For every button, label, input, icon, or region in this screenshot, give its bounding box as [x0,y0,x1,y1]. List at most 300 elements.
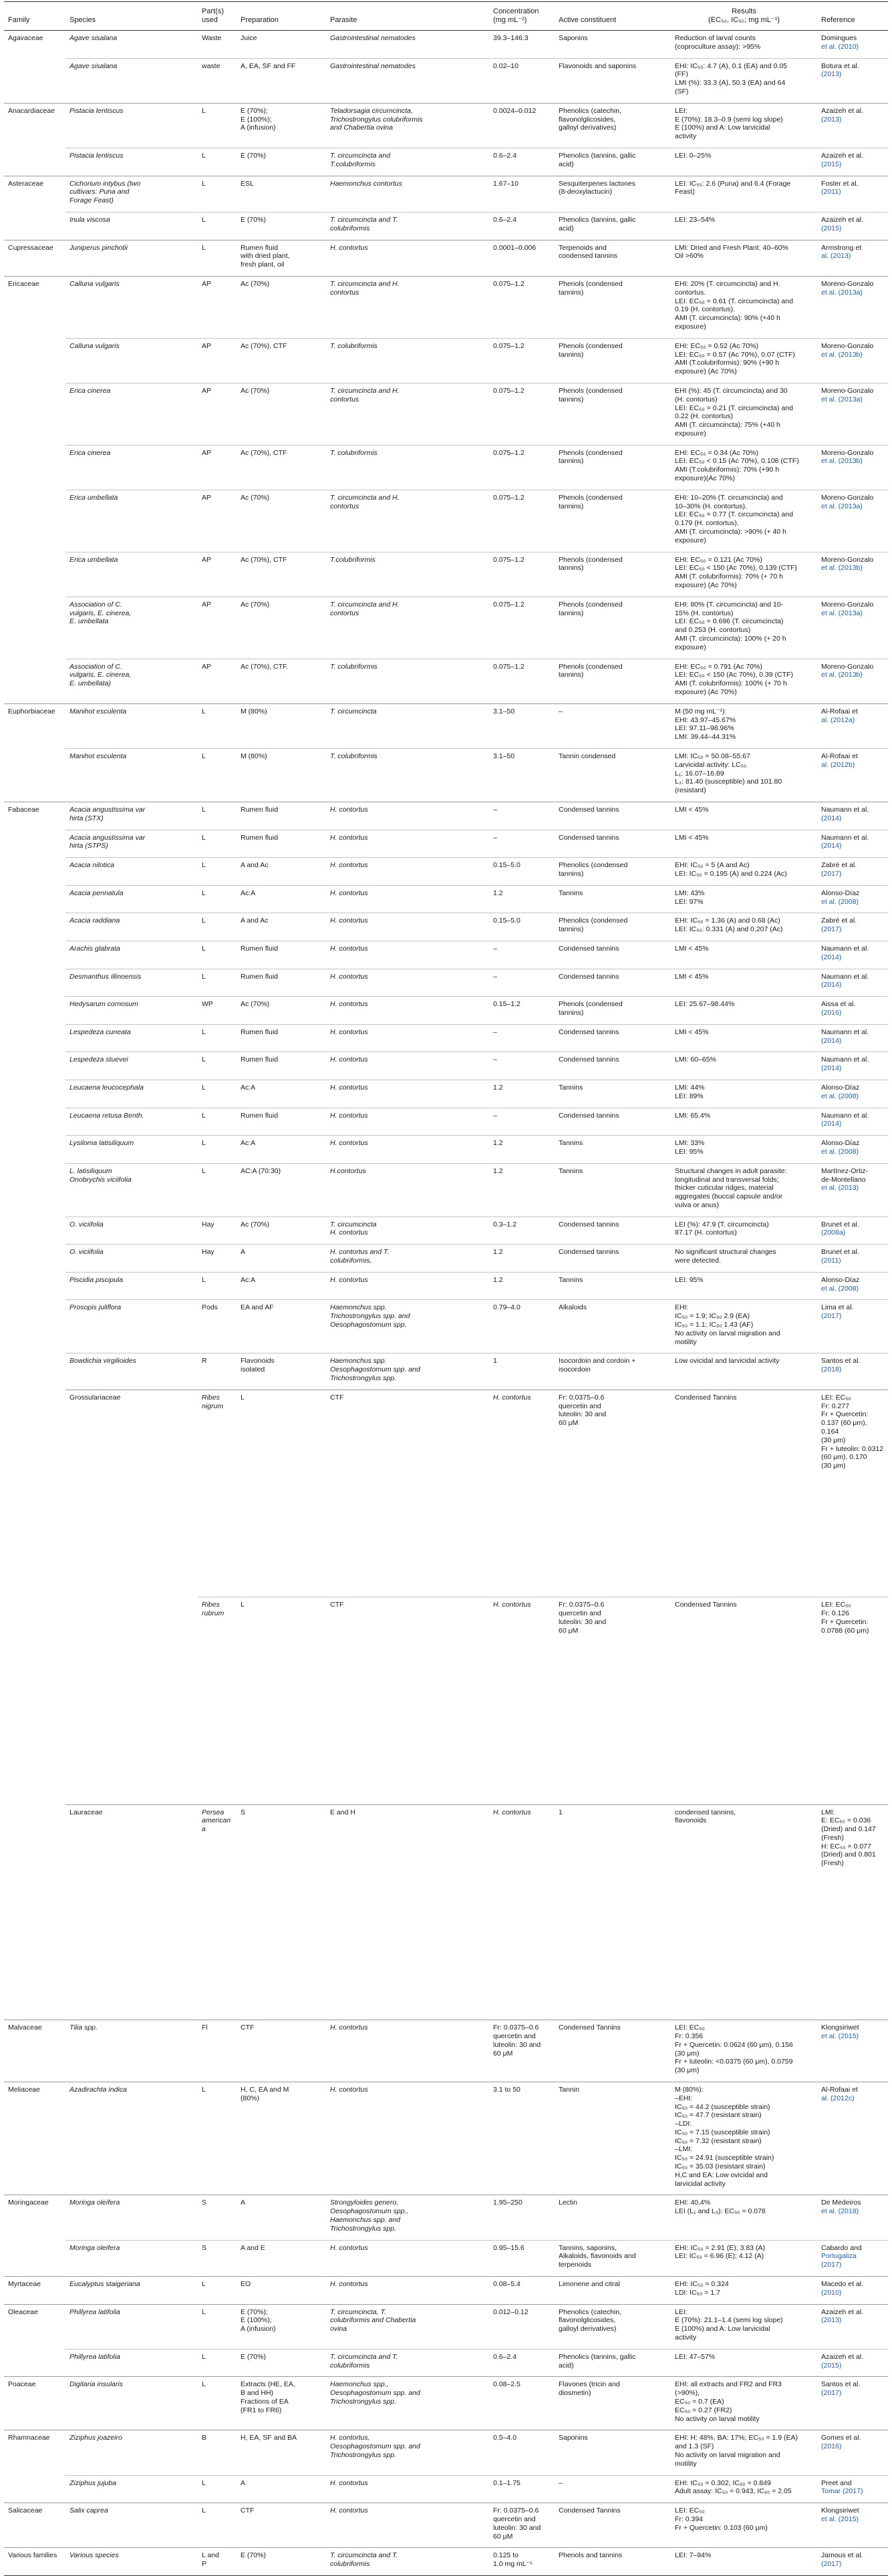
part-used-cell: L [198,212,237,240]
results-cell: LMI: 44% LEI: 89% [671,1080,817,1108]
active-constituent-cell: Condensed Tannins [555,2020,671,2082]
active-constituent-cell: Condensed tannins [555,1108,671,1136]
species-cell: Acacia pennatula [65,885,198,913]
parasite-cell: H. contortus [326,1052,489,1080]
active-constituent-cell: Limonene and citral [555,2277,671,2305]
table-row [4,830,888,858]
header-part-used: Part(s) used [198,2,237,31]
species-cell: Erica umbellata [65,552,198,597]
results-cell: LMI: 65.4% [671,1108,817,1136]
table-row [4,240,888,276]
table-row [4,2082,888,2195]
reference-link[interactable]: (2011) [821,1257,841,1265]
part-used-cell: AP [198,490,237,552]
table-row [4,858,888,886]
table-row [4,212,888,240]
reference-author: Moreno-Gonzalo [821,279,874,288]
species-cell: Manihot esculenta [65,703,198,748]
active-constituent-cell: Tannins, saponins, Alkaloids, flavonoids and terpenoids [555,2240,671,2276]
active-constituent-cell: – [555,703,671,748]
species-cell: Moringa oleifera [65,2240,198,2276]
preparation-cell: CTF [326,1390,489,1597]
reference-author: Naumann et al. [821,833,869,842]
reference-cell [817,941,888,969]
parasite-cell: T. circumcincta H. contortus [326,1217,489,1245]
results-cell: EHI: all extracts and FR2 and FR3 (>90%), EC₅₀ = 0.7 (EA) EC₅₀ = 0.27 (FR2) No activity on larval motility [671,2377,817,2430]
reference-link[interactable]: (2015) [821,2361,842,2370]
reference-link[interactable]: (2016) [821,1008,842,1017]
reference-link[interactable]: (2011) [821,188,841,196]
reference-link[interactable]: et al. (2013a) [821,395,863,404]
parasite-cell: T. circumcincta and H. contortus [326,383,489,445]
parasite-cell: T. colubriformis [326,749,489,802]
table-row [4,969,888,997]
parasite-cell: T. circumcincta and H. contortus [326,276,489,338]
active-constituent-cell: – [555,2475,671,2503]
results-cell: LEI: EC₅₀ Fr: 0.126 Fr + Quercetin: 0.0788 (60 μm) [817,1597,888,1804]
reference-link[interactable]: al. (2012a) [821,715,855,724]
reference-cell [817,1024,888,1052]
reference-link[interactable]: et al. (2013b) [821,564,863,573]
species-cell: Leucaena leucocephala [65,1080,198,1108]
results-cell: EHI: IC₅₀ = 5 (A and Ac) LEI: IC₅₀ = 0.195 (A) and 0.224 (Ac) [671,858,817,886]
reference-author: Alonso-Díaz [821,889,860,897]
results-cell: Structural changes in adult parasite: longitudinal and transversal folds; thicker cuticular ridges, material aggregates (buccal capsule and/or vulva or anus) [671,1163,817,1217]
preparation-cell: Ac (70%), CTF [237,552,326,597]
part-used-cell: L [198,969,237,997]
results-cell: EHI: EC₅₀ = 0.52 (Ac 70%) LEI: EC₅₀ = 0.57 (Ac 70%), 0.07 (CTF) AMI (T.colubriformis): 90% (+90 h exposure) (Ac 70%) [671,338,817,383]
results-cell: LEI: 47–57% [671,2349,817,2377]
species-cell: Ziziphus joazeiro [65,2430,198,2475]
results-cell: LEI: IC₅₀: 2.6 (Puna) and 6.4 (Forage Feast) [671,176,817,212]
header-preparation: Preparation [237,2,326,31]
parasite-cell: T. circumcincta and T. colubriformis [326,2548,489,2576]
table-row [4,1300,888,1353]
reference-author: Moreno-Gonzalo [821,493,874,502]
reference-link[interactable]: (2015) [821,160,842,168]
preparation-cell: Ac (70%) [237,490,326,552]
results-cell: Reduction of larval counts (coproculture assay): >95% [671,31,817,59]
reference-author: Jamous et al. [821,2551,863,2560]
reference-author: Moreno-Gonzalo [821,341,874,350]
concentration-cell: – [489,1024,555,1052]
family-cell: Rhamnaceae [4,2430,65,2503]
active-constituent-cell: Phenols (condensed tannins) [555,597,671,659]
reference-author: Alonso-Díaz [821,1275,860,1284]
reference-link[interactable]: et al. (2013b) [821,350,863,359]
reference-cell [817,383,888,445]
preparation-cell: Rumen fluid [237,830,326,858]
species-cell: Association of C. vulgaris, E. cinerea, E. umbellata [65,597,198,659]
reference-link[interactable]: et al. (2013b) [821,457,863,466]
parasite-cell: H. contortus [326,1272,489,1300]
table-row [4,276,888,338]
preparation-cell: EA and AF [237,1300,326,1353]
preparation-cell: Rumen fluid [237,969,326,997]
results-cell: LMI: Dried and Fresh Plant: 40–60% Oil >60% [671,240,817,276]
results-cell: EHI: 20% (T. circumcincta) and H. contortus. LEI: EC₅₀ = 0.61 (T. circumcincta) and 0.19 (H. contortus). AMI (T. circumcincta): 90% (+40 h exposure) [671,276,817,338]
reference-cell [817,338,888,383]
active-constituent-cell: Alkaloids [555,1300,671,1353]
reference-author: Santos et al. [821,2380,861,2389]
reference-link[interactable]: (2017) [821,2560,842,2569]
parasite-cell: H. contortus [326,802,489,830]
preparation-cell: A and Ac [237,858,326,886]
preparation-cell: A [237,2195,326,2240]
part-used-cell: Hay [198,1217,237,1245]
reference-author: Naumann et al. [821,972,869,981]
part-used-cell: L [198,2277,237,2305]
reference-cell [817,1136,888,1164]
species-cell: Ribes nigrum [198,1390,237,1597]
reference-cell [817,2430,888,2475]
reference-link[interactable]: (2015) [821,224,842,232]
species-cell: Leucaena retusa Benth. [65,1108,198,1136]
reference-link[interactable]: et al. (2013b) [821,671,863,679]
preparation-cell: Ac (70%) [237,997,326,1025]
results-cell: EHI: EC₅₀ = 0.121 (Ac 70%) LEI: EC₅₀ < 150 (Ac 70%), 0.139 (CTF) AMI (T. colubriformis): 70% (+ 70 h exposure) (Ac 70%) [671,552,817,597]
results-cell: LMI < 45% [671,802,817,830]
parasite-cell: H. contortus [326,2277,489,2305]
species-cell: Calluna vulgaris [65,338,198,383]
results-cell: EHI (%): 45 (T. circumcincta) and 30 (H. contortus) LEI: EC₅₀ = 0.21 (T. circumcincta) and 0.22 (H. contortus) AMI (T. circumcincta): 75% (+40 h exposure) [671,383,817,445]
active-constituent-cell: Saponins [555,31,671,59]
reference-link[interactable]: (2016) [821,2442,842,2451]
reference-link[interactable]: (2013) [821,115,842,124]
reference-link[interactable]: (2014) [821,953,842,961]
preparation-cell: Ac:A [237,1136,326,1164]
preparation-cell: CTF [237,2020,326,2082]
table-row [4,2475,888,2503]
species-cell: Hedysarum cornosum [65,997,198,1025]
parasite-cell: H. contortus [489,1597,555,1804]
family-cell: Asteraceae [4,176,65,240]
parasite-cell: T. circumcincta, T. colubriformis and Chabertia ovina [326,2304,489,2349]
reference-link[interactable]: (2014) [821,1064,842,1073]
preparation-cell: Ac (70%) [237,1217,326,1245]
reference-author: Moreno-Gonzalo [821,600,874,609]
active-constituent-cell: Isocordoin and cordoin + isocordoin [555,1353,671,1390]
reference-cell [817,276,888,338]
results-cell: EHI: EC₅₀ = 0.34 (Ac 70%) LEI: EC₅₀ < 0.15 (Ac 70%), 0.108 (CTF) AMI (T.colubriformis): 70% (+90 h exposure)(Ac 70%) [671,445,817,490]
preparation-cell: Rumen fluid [237,802,326,830]
reference-link[interactable]: al. (2012c) [821,2094,855,2102]
reference-link[interactable]: et al. (2010) [821,42,859,51]
reference-link[interactable]: (2010) [821,2288,842,2297]
table-row [4,1217,888,1245]
parasite-cell: H. contortus [326,2503,489,2548]
table-row [4,941,888,969]
reference-author: Naumann et al. [821,1056,869,1064]
reference-author: Moreno-Gonzalo [821,448,874,457]
reference-link[interactable]: Portugaliza (2017) [821,2252,857,2269]
preparation-cell: A and Ac [237,913,326,941]
results-cell: LEI: 0–25% [671,148,817,176]
reference-link[interactable]: et al. (2018) [821,2207,859,2216]
parasite-cell: Strongyloides genero, Oesophagostomum spp., Haemonchus spp. and Trichostrongylus spp. [326,2195,489,2240]
reference-cell [817,749,888,802]
part-used-cell: L [198,1024,237,1052]
results-cell: EHI: IC₅₀ = 1.9; IC₉₀ 2.9 (EA) IC₅₀ = 1.1; IC₉₀ 1.43 (AF) No activity on larval migration and motility [671,1300,817,1353]
species-cell: Persea americana [198,1804,237,2020]
part-used-cell: AP [198,659,237,703]
reference-cell [817,858,888,886]
concentration-cell: 0.95–15.6 [489,2240,555,2276]
part-used-cell: L [198,1080,237,1108]
reference-link[interactable]: et al. (2008) [821,1147,859,1156]
table-row [4,2548,888,2576]
reference-link[interactable]: et al. (2015) [821,2515,859,2523]
results-cell: LEI: E (70%): 18.3–0.9 (semi log slope) E (100%) and A: Low larvicidal activity [671,103,817,148]
reference-link[interactable]: et al. (2015) [821,2032,859,2040]
results-cell: LEI (%): 47.9 (T. circumcincta) 87.17 (H. contortus) [671,1217,817,1245]
preparation-cell: E (70%); E (100%); A (infusion) [237,103,326,148]
concentration-cell: – [489,802,555,830]
part-used-cell: AP [198,276,237,338]
reference-cell [817,2195,888,2240]
preparation-cell: H, EA, SF and BA [237,2430,326,2475]
species-cell: Lespedeza cuneata [65,1024,198,1052]
preparation-cell: Rumen fluid [237,1024,326,1052]
reference-link[interactable]: (2014) [821,842,842,850]
preparation-cell: E (70%) [237,212,326,240]
reference-cell [817,802,888,830]
results-cell: LEI: EC₅₀ Fr: 0.394 Fr + Quercetin: 0.103 (60 μm) [671,2503,817,2548]
preparation-cell: Ac (70%), CTF. [237,659,326,703]
results-cell: LEI: EC₅₀ Fr: 0.356 Fr + Quercetin: 0.0624 (60 μm), 0.156 (30 μm) Fr + luteolin: <0.0375 (60 μm), 0.0759 (30 μm) [671,2020,817,2082]
reference-cell [817,1353,888,1390]
reference-cell [817,58,888,103]
active-constituent-cell: Terpenoids and condensed tannins [555,240,671,276]
species-cell: Prosopis juliflora [65,1300,198,1353]
reference-cell [817,2548,888,2576]
table-row [4,997,888,1025]
species-cell: Erica cinerea [65,445,198,490]
reference-author: Cabardo and [821,2243,862,2252]
species-cell: Phillyrea latifolia [65,2349,198,2377]
concentration-cell: 1.2 [489,1136,555,1164]
reference-author: Brunet et al. [821,1248,859,1257]
concentration-cell: – [489,1108,555,1136]
active-constituent-cell: Phenols (condensed tannins) [555,997,671,1025]
results-cell: EHI: EC₅₀ = 0.791 (Ac 70%) LEI: EC₅₀ < 150 (Ac 70%), 0.39 (CTF) AMI (T. colubriformis): 100% (+ 70 h exposure) (Ac 70%) [671,659,817,703]
reference-link[interactable]: (2008a) [821,1229,846,1237]
reference-author: Naumann et al. [821,1111,869,1120]
header-active-constituent: Active constituent [555,2,671,31]
preparation-cell: AC:A (70:30) [237,1163,326,1217]
parasite-cell: T. circumcincta and T. colubriformis [326,2349,489,2377]
concentration-cell: 0.075–1.2 [489,445,555,490]
concentration-cell: 1.95–250 [489,2195,555,2240]
concentration-cell: 1 [489,1353,555,1390]
preparation-cell: Juice [237,31,326,59]
active-constituent-cell: Condensed tannins [555,941,671,969]
family-cell: Ericaceae [4,276,65,703]
concentration-cell: 0.075–1.2 [489,276,555,338]
table-row [4,749,888,802]
reference-link[interactable]: Tomar (2017) [821,2487,863,2496]
preparation-cell: Ac:A [237,1080,326,1108]
reference-link[interactable]: (2014) [821,814,842,822]
reference-link[interactable]: (2014) [821,1036,842,1045]
reference-author: Azaizeh et al. [821,106,864,115]
reference-cell [817,1217,888,1245]
table-row [4,1136,888,1164]
reference-author: Klongsiriwet [821,2024,859,2032]
species-cell: L. latisiliquum Onobrychis viciifolia [65,1163,198,1217]
part-used-cell: L [198,2349,237,2377]
reference-link[interactable]: et al. (2013a) [821,288,863,297]
preparation-cell: Rumen fluid with dried plant, fresh plant, oil [237,240,326,276]
species-cell: Bowdichia virgilioides [65,1353,198,1390]
part-used-cell: L [198,240,237,276]
reference-link[interactable]: et al. (2013a) [821,609,863,617]
preparation-cell: E (70%) [237,2349,326,2377]
reference-cell [817,445,888,490]
active-constituent-cell: Condensed Tannins [555,2503,671,2548]
results-cell: EHI: IC₅₀ = 0.324 LDI: IC₅₀ = 1.7 [671,2277,817,2305]
reference-link[interactable]: (2017) [821,1312,842,1321]
part-used-cell: L [198,749,237,802]
family-cell: Meliaceae [4,2082,65,2195]
reference-cell [817,913,888,941]
parasite-cell: H. contortus [326,969,489,997]
part-used-cell: WP [198,997,237,1025]
anthelmintic-plants-table [4,1,888,2576]
concentration-cell: – [489,969,555,997]
part-used-cell: L [198,858,237,886]
part-used-cell: L [198,941,237,969]
reference-link[interactable]: et al. (2013a) [821,502,863,510]
table-row [4,2503,888,2548]
family-cell: Oleaceae [4,2304,65,2377]
results-cell: LEI: 7–94% [671,2548,817,2576]
results-cell: LEI: E (70%): 21.1–1.4 (semi log slope) E (100%) and A: Low larvicidal activity [671,2304,817,2349]
reference-link[interactable]: (2018) [821,1365,842,1374]
table-row [4,1353,888,1390]
part-used-cell: L and P [198,2548,237,2576]
concentration-cell: 0.79–4.0 [489,1300,555,1353]
table-document [4,1,888,2576]
family-cell: Fabaceae [4,802,65,2020]
reference-author: Naumann et al. [821,805,869,814]
table-row [4,31,888,59]
part-used-cell: AP [198,383,237,445]
reference-cell [817,2503,888,2548]
concentration-cell: 0.15–1.2 [489,997,555,1025]
table-row [4,913,888,941]
reference-author: Naumann et al. [821,944,869,953]
active-constituent-cell: Tannins [555,1272,671,1300]
reference-link[interactable]: (2014) [821,1120,842,1128]
results-cell: EHI: 10–20% (T. circumcincta) and 10–30% (H. contortus). LEI: EC₅₀ = 0.77 (T. circumcincta) and 0.179 (H. contortus). AMI (T. circumcincta): >90% (+ 40 h exposure) [671,490,817,552]
preparation-cell: CTF [237,2503,326,2548]
reference-link[interactable]: (2013) [821,70,842,79]
table-row [4,2240,888,2276]
active-constituent-cell: Flavones (tricin and diosmetin) [555,2377,671,2430]
part-used-cell: L [198,1136,237,1164]
parasite-cell: H. contortus [326,858,489,886]
species-cell: Phillyrea latifolia [65,2304,198,2349]
part-used-cell: L [198,2475,237,2503]
reference-author: Azaizeh et al. [821,215,864,224]
reference-author: Zabré et al. [821,861,857,870]
reference-link[interactable]: (2014) [821,981,842,989]
concentration-cell: 1.2 [489,1080,555,1108]
species-cell: Pistacia lentiscus [65,103,198,148]
part-used-cell: S [237,1804,326,2020]
parasite-cell: H. contortus [326,830,489,858]
table-row [4,885,888,913]
active-constituent-cell: Condensed Tannins [671,1390,817,1597]
table-row [4,1108,888,1136]
family-cell: Grossulariaceae [65,1390,198,1804]
reference-cell [817,997,888,1025]
table-row [4,703,888,748]
family-cell: Lauraceae [65,1804,198,2020]
active-constituent-cell: Phenols (condensed tannins) [555,383,671,445]
reference-author: Moreno-Gonzalo [821,386,874,395]
species-cell: O. viciifolia [65,1217,198,1245]
reference-link[interactable]: (2017) [821,2389,842,2398]
reference-link[interactable]: al. (2013) [821,252,851,261]
reference-link[interactable]: (2017) [821,925,842,934]
species-cell: Lespedeza stuevei [65,1052,198,1080]
concentration-cell: 0.075–1.2 [489,338,555,383]
results-cell: LEI: 23–54% [671,212,817,240]
species-cell: Ziziphus jujuba [65,2475,198,2503]
concentration-cell: 0.02–10 [489,58,555,103]
results-cell: Low ovicidal and larvicidal activity [671,1353,817,1390]
reference-link[interactable]: et al. (2013) [821,1184,859,1192]
preparation-cell: Rumen fluid [237,1108,326,1136]
active-constituent-cell: Tannins [555,1136,671,1164]
parasite-cell: T. circumcincta and H. contortus [326,597,489,659]
parasite-cell: H.contortus [326,1163,489,1217]
parasite-cell: T. circumcincta and T.colubriformis [326,148,489,176]
parasite-cell: H. contortus [326,1080,489,1108]
table-row [4,1052,888,1080]
active-constituent-cell: Phenols (condensed tannins) [555,552,671,597]
concentration-cell: 0.0001–0.006 [489,240,555,276]
reference-link[interactable]: et al. (2008) [821,897,859,906]
concentration-cell: 0.3–1.2 [489,1217,555,1245]
table-row [4,2430,888,2475]
part-used-cell: L [198,103,237,148]
concentration-cell: 0.012–0.12 [489,2304,555,2349]
active-constituent-cell: Condensed tannins [555,802,671,830]
table-row [4,1080,888,1108]
reference-author: Foster et al. [821,179,859,188]
preparation-cell: Ac (70%), CTF [237,445,326,490]
parasite-cell: Teladorsagia circumcincta, Trichostrongylus colubriformis and Chabertia ovina [326,103,489,148]
reference-link[interactable]: et al. (2008) [821,1092,859,1100]
reference-link[interactable]: et al. (2008) [821,1284,859,1293]
reference-cell [817,176,888,212]
results-cell: LMI: 43% LEI: 97% [671,885,817,913]
reference-link[interactable]: (2017) [821,869,842,878]
concentration-cell: Fr: 0.0375–0.6 quercetin and luteolin: 30 and 60 μM [489,2020,555,2082]
table-body [4,31,888,2576]
table-row [4,58,888,103]
results-cell: EHI: 40,4% LEI (L₁ and L₃): EC₅₀ = 0.078 [671,2195,817,2240]
species-cell: Acacia angustissima var hirta (STPS) [65,830,198,858]
reference-link[interactable]: al. (2012b) [821,760,855,769]
parasite-cell: H. contortus [326,997,489,1025]
reference-author: Azaizeh et al. [821,2307,864,2316]
reference-link[interactable]: (2013) [821,2316,842,2325]
species-cell: Acacia raddiana [65,913,198,941]
